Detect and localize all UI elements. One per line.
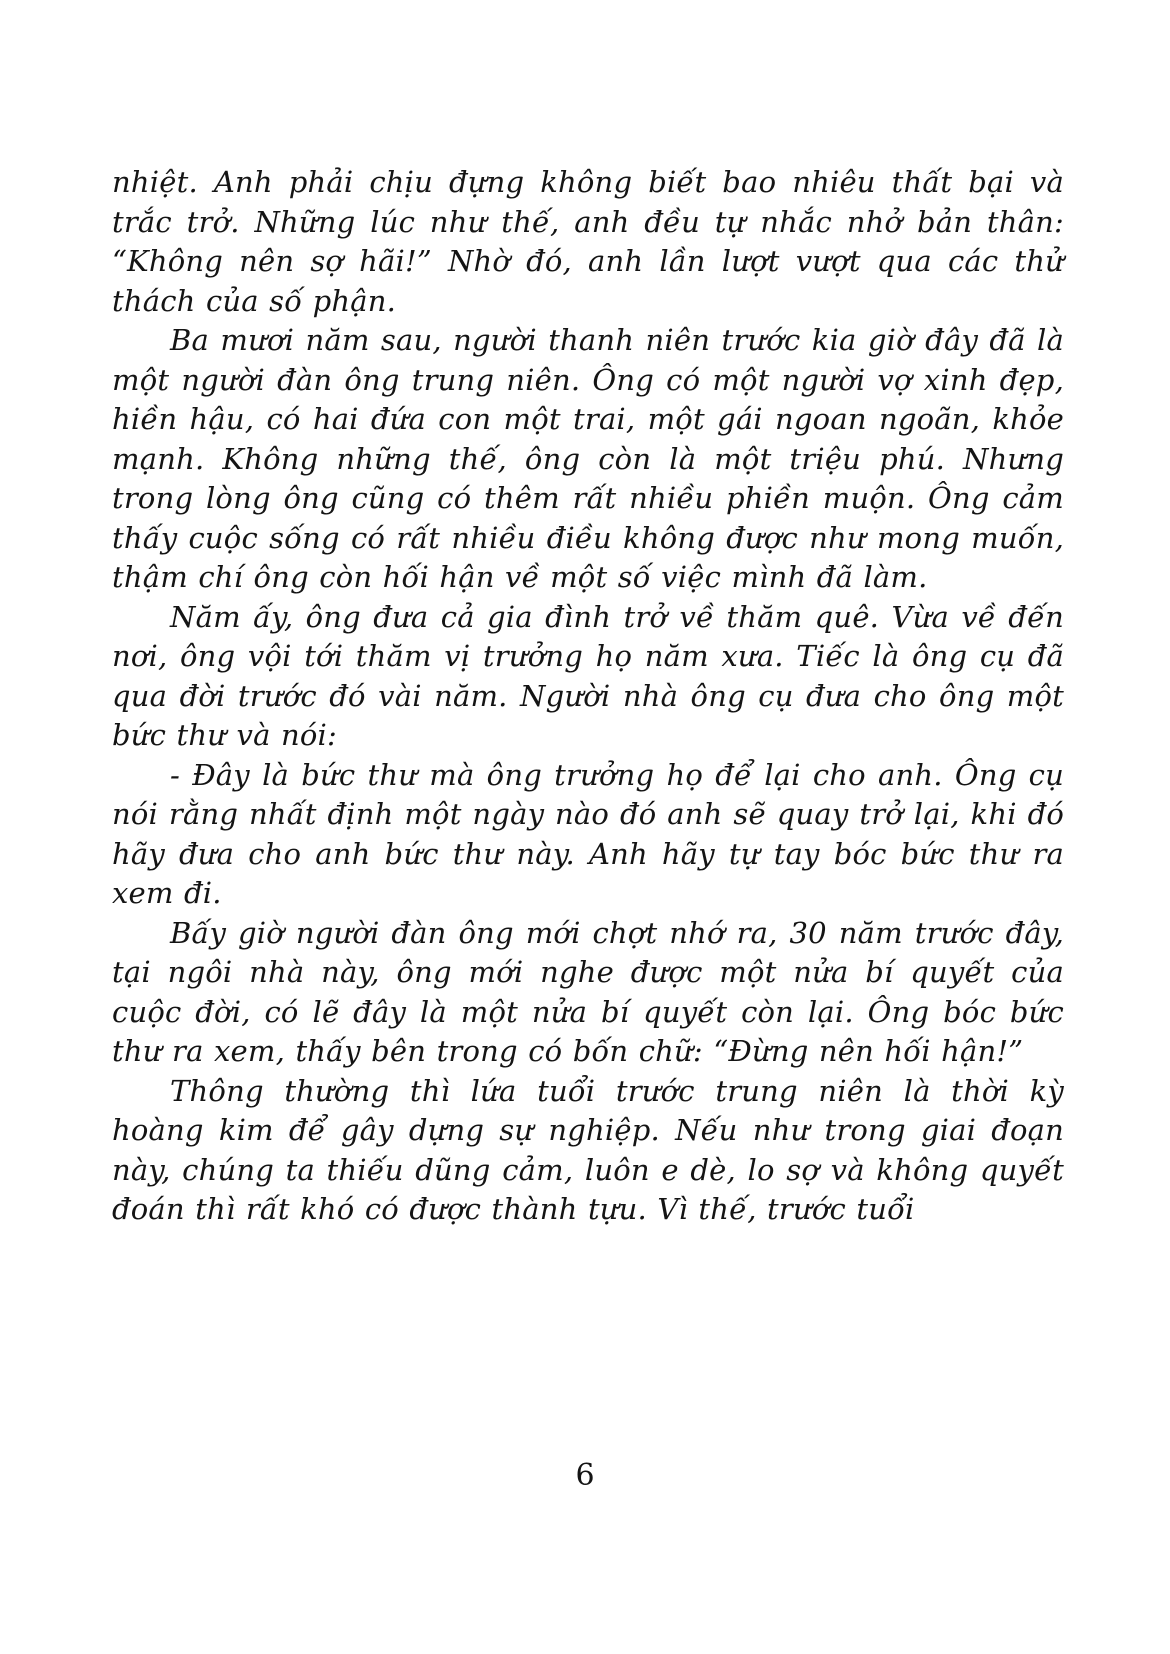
paragraph: Ba mươi năm sau, người thanh niên trước kia giờ đây đã là một người đàn ông trung niên. Ông có một người vợ xinh đẹp, hiền hậu, có hai đứa con một trai, một gái ngoan ngoãn, khỏe mạnh. Không những thế, ông còn là một triệu phú. Nhưng trong lòng ông cũng có thêm rất nhiều phiền muộn. Ông cảm thấy cuộc sống có rất nhiều điều không được như mong muốn, thậm chí ông còn hối hận về một số việc mình đã làm. xyxy=(112,323,1064,594)
paragraph-continuation: nhiệt. Anh phải chịu đựng không biết bao nhiêu thất bại và trắc trở. Những lúc như thế, anh đều tự nhắc nhở bản thân: “Không nên sợ hãi!” Nhờ đó, anh lần lượt vượt qua các thử thách của số phận. xyxy=(112,165,1064,318)
paragraph-dialogue: - Đây là bức thư mà ông trưởng họ để lại cho anh. Ông cụ nói rằng nhất định một ngày nào đó anh sẽ quay trở lại, khi đó hãy đưa cho anh bức thư này. Anh hãy tự tay bóc bức thư ra xem đi. xyxy=(112,757,1064,910)
text-block xyxy=(112,163,1064,1230)
paragraph: Thông thường thì lứa tuổi trước trung niên là thời kỳ hoàng kim để gây dựng sự nghiệp. Nếu như trong giai đoạn này, chúng ta thiếu dũng cảm, luôn e dè, lo sợ và không quyết đoán thì rất khó có được thành tựu. Vì thế, trước tuổi xyxy=(112,1073,1064,1226)
paragraph: Năm ấy, ông đưa cả gia đình trở về thăm quê. Vừa về đến nơi, ông vội tới thăm vị trưởng họ năm xưa. Tiếc là ông cụ đã qua đời trước đó vài năm. Người nhà ông cụ đưa cho ông một bức thư và nói: xyxy=(112,599,1064,752)
page-number: 6 xyxy=(575,1458,595,1493)
paragraph: Bấy giờ người đàn ông mới chợt nhớ ra, 30 năm trước đây, tại ngôi nhà này, ông mới nghe được một nửa bí quyết của cuộc đời, có lẽ đây là một nửa bí quyết còn lại. Ông bóc bức thư ra xem, thấy bên trong có bốn chữ: “Đừng nên hối hận!” xyxy=(112,915,1064,1068)
